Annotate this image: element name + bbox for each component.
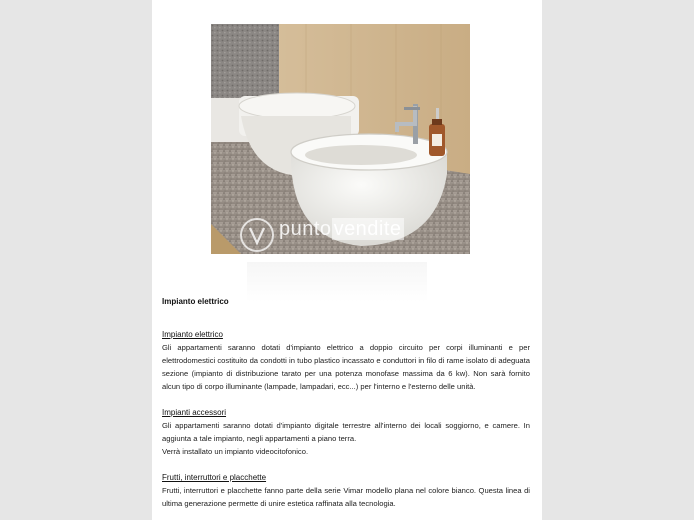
document-title: Impianto elettrico	[162, 297, 229, 306]
section-frutti-interruttori	[162, 472, 530, 510]
section-heading: Impianto elettrico	[162, 330, 223, 339]
tiled-wall	[211, 24, 279, 102]
section-impianti-accessori	[162, 407, 530, 458]
section-body: Frutti, interruttori e placchette fanno parte della serie Vimar modello plana nel colore bianco. Questa linea di ultima generazione permette di unire estetica raffinata alla tecnologia.	[162, 486, 530, 508]
section-impianto-elettrico	[162, 329, 530, 393]
document-page	[152, 0, 542, 520]
document-body	[162, 296, 530, 520]
section-heading: Frutti, interruttori e placchette	[162, 473, 267, 482]
section-note: Verrà installato un impianto videocitofonico.	[162, 447, 309, 456]
section-body: Gli appartamenti saranno dotati d'impianto digitale terrestre all'interno dei locali soggiorno, e camere. In aggiunta a tale impianto, negli appartamenti a piano terra.	[162, 421, 530, 443]
bathroom-photo	[211, 24, 470, 254]
section-heading: Impianti accessori	[162, 408, 227, 417]
section-body: Gli appartamenti saranno dotati d'impianto elettrico a doppio circuito per corpi illuminanti e per elettrodomestici costituito da condotti in tubo plastico incassato e conduttori in filo di rame isolato di adeguata sezione (impianto di distribuzione tarato per una potenza monofase massima da 6 kw). Non sarà fornito alcun tipo di corpo illuminante (lampade, lampadari, ecc...) per l'interno e l'esterno delle unità.	[162, 343, 530, 391]
watermark: punto vendite	[279, 218, 402, 240]
